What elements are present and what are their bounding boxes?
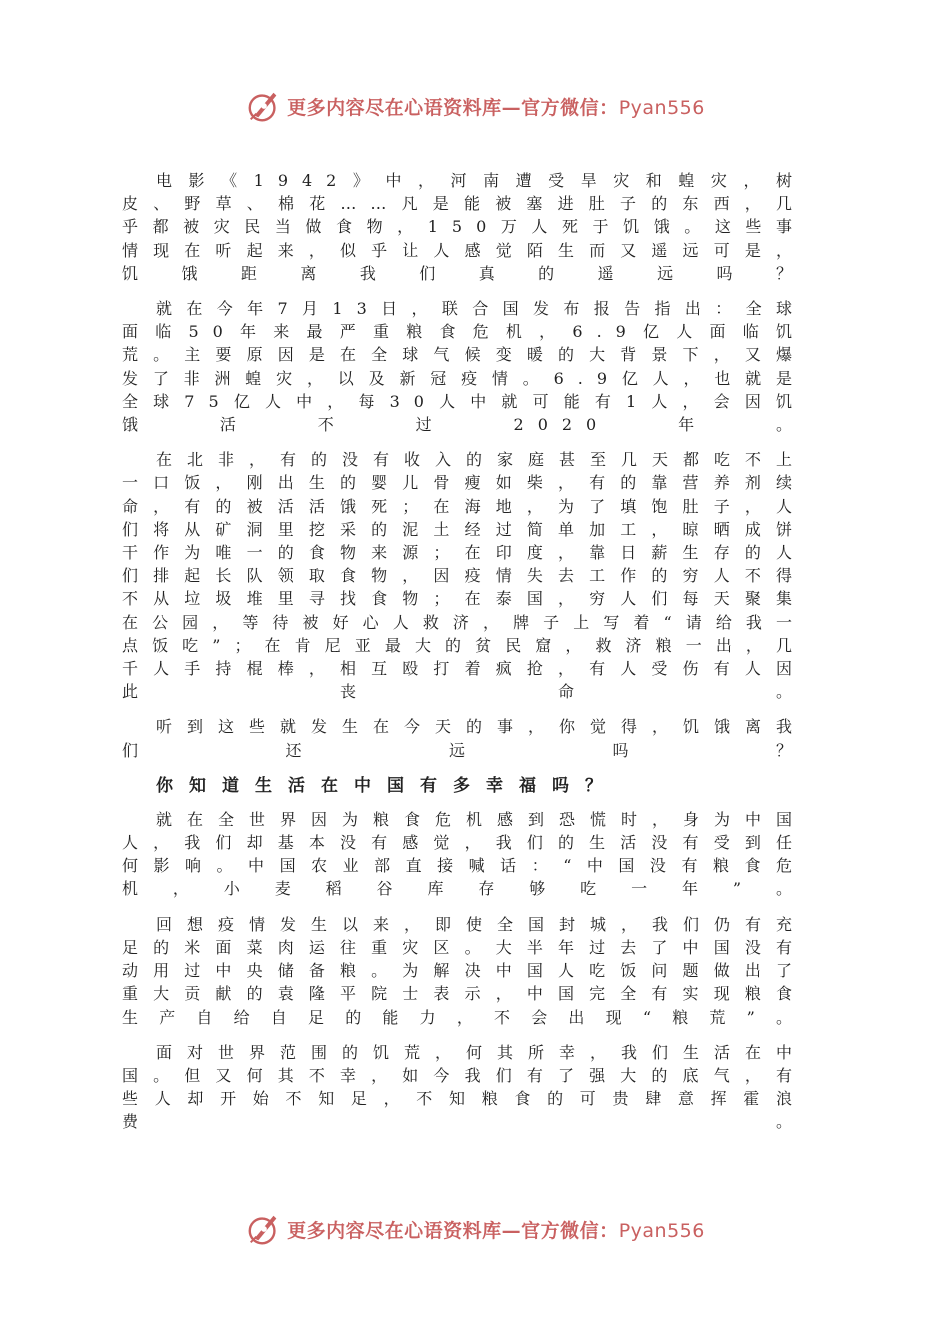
quill-logo-icon [245, 1210, 283, 1248]
paragraph-un-report: 就在今年7月13日，联合国发布报告指出：全球面临50年来最严重粮食危机，6.9亿人面临饥荒。主要原因是在全球气候变暖的大背景下，又爆发了非洲蝗灾，以及新冠疫情。6.9亿人，也就是全球75亿人中，每30人中就可能有1人，会因饥饿活不过2020年。 [122, 299, 806, 435]
watermark-banner-top [0, 84, 950, 128]
section-heading: 你知道生活在中国有多幸福吗？ [156, 775, 618, 796]
watermark-text: 更多内容尽在心语资料库—官方微信：Pyan556 [287, 1219, 705, 1242]
watermark-text: 更多内容尽在心语资料库—官方微信：Pyan556 [287, 96, 705, 119]
paragraph-epidemic-supply: 回想疫情发生以来，即使全国封城，我们仍有充足的米面菜肉运往重灾区。大半年过去了中国没有动用过中央储备粮。为解决中国人吃饭问题做出了重大贡献的袁隆平院士表示，中国完全有实现粮食生产自给自足的能力，不会出现“粮荒”。 [122, 914, 806, 1027]
quill-logo-icon [245, 87, 283, 125]
paragraph-cherish-food: 面对世界范围的饥荒，何其所幸，我们生活在中国。但又何其不幸，如今我们有了强大的底气，有些人却开始不知足，不知粮食的可贵肆意挥霍浪费。 [122, 1042, 806, 1132]
paragraph-world-hunger: 在北非，有的没有收入的家庭甚至几天都吃不上一口饭，刚出生的婴儿骨瘦如柴，有的靠营养剂续命，有的被活活饿死；在海地，为了填饱肚子，人们将从矿洞里挖采的泥土经过简单加工，晾晒成饼干作为唯一的食物来源；在印度，靠日薪生存的人们排起长队领取食物，因疫情失去工作的穷人不得不从垃圾堆里寻找食物；在泰国，穷人们每天聚集在公园，等待被好心人救济，牌子上写着“请给我一点饭吃”；在肯尼亚最大的贫民窟，救济粮一出，几千人手持棍棒，相互殴打着疯抢，有人受伤有人因此丧命。 [122, 450, 806, 702]
paragraph-china-no-crisis: 就在全世界因为粮食危机感到恐慌时，身为中国人，我们却基本没有感觉，我们的生活没有受到任何影响。中国农业部直接喊话：“中国没有粮食危机，小麦稻谷库存够吃一年”。 [122, 809, 806, 899]
article-body [122, 169, 806, 1146]
paragraph-1942: 电影《1942》中，河南遭受旱灾和蝗灾，树皮、野草、棉花……凡是能被塞进肚子的东西，几乎都被灾民当做食物，150万人死于饥饿。这些事情现在听起来，似乎让人感觉陌生而又遥远可是，饥饿距离我们真的遥远吗？ [122, 171, 806, 283]
watermark-banner-bottom [0, 1207, 950, 1251]
paragraph-question: 听到这些就发生在今天的事，你觉得，饥饿离我们还远吗？ [122, 717, 806, 760]
